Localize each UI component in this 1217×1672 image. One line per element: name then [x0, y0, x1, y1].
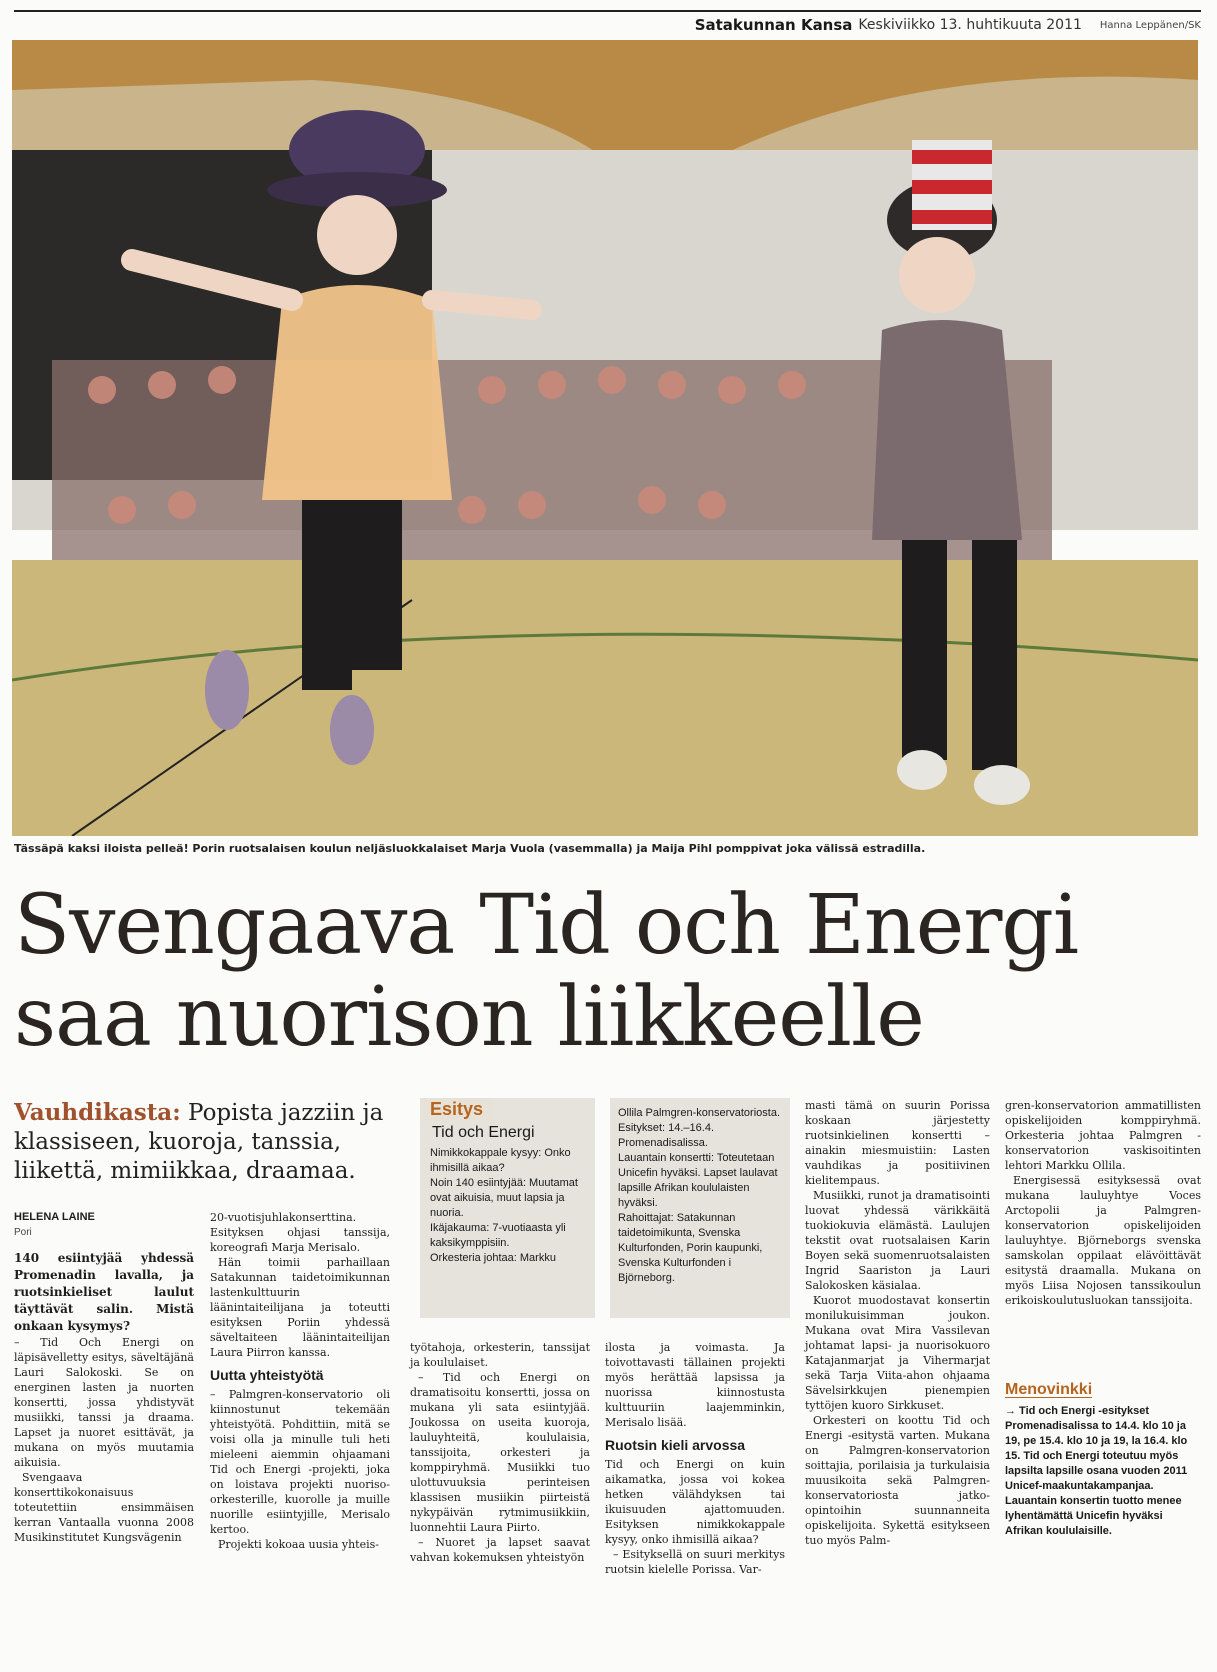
- info-line: Noin 140 esiintyjää: Muutamat ovat aikuisia, muut lapsia ja nuoria.: [430, 1177, 578, 1219]
- info-line: Esitykset: 14.–16.4. Promenadisalissa.: [618, 1122, 714, 1149]
- paragraph: Svengaava konserttikokonaisuus toteutettiin ensimmäisen kerran Vantaalla vuonna 2008 Musikinstitutet Kungsvägenin: [14, 1471, 194, 1544]
- issue-date: Keskiviikko 13. huhtikuuta 2011: [858, 17, 1082, 33]
- lead-text: Popista jazziin ja klassiseen, kuoroja, tanssia, liikettä, mimiikkaa, draamaa.: [14, 1100, 384, 1184]
- article-column-3: [410, 1340, 590, 1565]
- dancers-photo-illustration: [12, 40, 1198, 836]
- info-line: Ikäjakauma: 7-vuotiaasta yli kaksikymppisiin.: [430, 1222, 566, 1249]
- paragraph: – Nuoret ja lapset saavat vahvan kokemuksen yhteistyön: [410, 1536, 590, 1564]
- masthead: [14, 10, 1201, 38]
- paragraph: masti tämä on suurin Porissa koskaan järjestetty ruotsinkielinen konsertti – ainakin miesmuistiin: Lasten vauhdikas ja positiivinen kielitempaus.: [805, 1099, 990, 1187]
- paragraph: Energisessä esityksessä ovat mukana lauluyhtye Voces Arctopolii ja Palmgren-konservatorion opiskelijoiden lauluyhtye. Björneborgs svenska samskolan oppilaat elävöittävät esitystä draamalla. Mukana on myös Liisa Nojosen tanssikoulun erikoiskoulutusluokan tanssijoita.: [1005, 1174, 1201, 1307]
- info-box-continued: [610, 1098, 790, 1318]
- menovinkki-box: [1005, 1382, 1201, 1539]
- paragraph: Kuorot muodostavat konsertin monilukuisimman joukon. Mukana ovat Mira Vassilevan johtamat lapsi- ja nuorisokuoro Katajanmarjat ja Vihermarjat sekä Tarja Viita-ahon ohjaama Sävelsirkkujen pienempien tyttöjen kuoro Sirkkuset.: [805, 1294, 990, 1412]
- info-line: Nimikkokappale kysyy: Onko ihmisillä aikaa?: [430, 1147, 571, 1174]
- article-photo: [12, 40, 1198, 836]
- paper-name: Satakunnan Kansa: [694, 16, 853, 34]
- paragraph: 20-vuotisjuhlakonserttina. Esityksen ohjasi tanssija, koreografi Marja Merisalo.: [210, 1211, 390, 1254]
- article-column-4: [605, 1340, 785, 1577]
- paragraph: – Tid och Energi on dramatisoitu konsertti, jossa on mukana yli sata esiintyjää. Joukossa on useita kuoroja, lauluyhteitä, koululaisia, tanssijoita, orkesteri ja komppiryhmä. Musiikki tuo ulottuvuuksia perinteisen klassisen musiikin piirteistä nykypäivän rytmimusiikkiin, luonnehtii Laura Piirto.: [410, 1371, 590, 1534]
- paragraph: Tid och Energi on kuin aikamatka, jossa voi kokea hetken välähdyksen tai ikuisuuden ajattomuuden. Esityksen nimikkokappale kysyy, onko ihmisillä aikaa?: [605, 1458, 785, 1546]
- subheading: Uutta yhteistyötä: [210, 1367, 324, 1383]
- paragraph: ilosta ja voimasta. Ja toivottavasti tällainen projekti myös herättää lapsissa ja nuorissa kiinnostusta kulttuuriin laajemminkin, Merisalo lisää.: [605, 1341, 785, 1429]
- paragraph: – Esityksellä on suuri merkitys ruotsin kielelle Porissa. Var-: [605, 1548, 785, 1576]
- lead-paragraph: [14, 1098, 414, 1186]
- paragraph: Projekti kokoaa uusia yhteis-: [218, 1538, 379, 1551]
- subheading: Ruotsin kieli arvossa: [605, 1437, 746, 1453]
- paragraph: Orkesteri on koottu Tid och Energi -esitystä varten. Mukana on Palmgren-konservatorion soittajia, porilaisia ja turkulaisia muusikoita sekä Palmgren-konservatoriosta jatko-opintoihin suunnanneita opiskelijoita. Sykettä esitykseen tuo myös Palm-: [805, 1414, 990, 1547]
- article-column-5: [805, 1098, 990, 1548]
- lead-kicker: Vauhdikasta:: [14, 1099, 181, 1126]
- article-column-6: [1005, 1098, 1201, 1308]
- byline: HELENA LAINE: [14, 1211, 95, 1223]
- headline: [14, 880, 1204, 1064]
- paragraph: työtahoja, orkesterin, tanssijat ja koululaiset.: [410, 1341, 590, 1369]
- headline-line-2: saa nuorison liikkeelle: [14, 970, 924, 1065]
- info-box-title: Tid och Energi: [432, 1124, 535, 1141]
- headline-line-1: Svengaava Tid och Energi: [14, 878, 1079, 973]
- menovinkki-text: → Tid och Energi -esitykset Promenadisalissa to 14.4. klo 10 ja 19, pe 15.4. klo 10 ja 19, la 16.4. klo 15. Tid och Energi toteutuu myös lapsilta lapsille osana vuoden 2011 Unicef-maakuntakampanjaa. Lauantain konsertin tuotto menee lyhentämättä Unicefin hyväksi Afrikan koululaisille.: [1005, 1405, 1188, 1537]
- info-box: [420, 1098, 595, 1318]
- info-line: Rahoittajat: Satakunnan taidetoimikunta, Svenska Kulturfonden, Porin kaupunki, Svenska Kulturfonden i Björneborg.: [618, 1212, 763, 1284]
- dateline-place: Pori: [14, 1227, 32, 1238]
- info-line: Ollila Palmgren-konservatoriosta.: [618, 1107, 781, 1119]
- photo-credit: Hanna Leppänen/SK: [1099, 19, 1201, 31]
- article-column-2: [210, 1210, 390, 1552]
- paragraph: Musiikki, runot ja dramatisointi luovat yhdessä värikkäitä tuokiokuvia elämästä. Laulujen tekstit ovat ruotsalaisen Karin Boyen sekä suomenruotsalaisten Ingrid Saariston ja Lauri Salokosken käsialaa.: [805, 1189, 990, 1292]
- info-line: Orkesteria johtaa: Markku: [430, 1252, 556, 1264]
- paragraph: Hän toimii parhaillaan Satakunnan taidetoimikunnan lastenkulttuurin läänintaiteilijana ja toteutti esityksen Poriin yhdessä säveltaiteen läänintaiteilijan Laura Piirron kanssa.: [210, 1256, 390, 1359]
- paragraph: gren-konservatorion ammatillisten opiskelijoiden komppiryhmä. Orkesteria johtaa Palmgren -konservatorion vaskisoitinten lehtori Markku Ollila.: [1005, 1099, 1201, 1172]
- info-line: Lauantain konsertti: Toteutetaan Unicefin hyväksi. Lapset laulavat lapsille Afrikan koululaisten hyväksi.: [618, 1152, 778, 1209]
- info-box-tag: Esitys: [420, 1098, 493, 1121]
- article-column-1: [14, 1210, 194, 1545]
- paragraph: – Tid Och Energi on läpisävelletty esitys, säveltäjänä Lauri Salokoski. Se on energinen lasten ja nuorten konsertti, jossa yhdistyvät musiikki, tanssi ja draama. Lapset ja nuoret esittävät, ja mukana on myös muutamia aikuisia.: [14, 1336, 194, 1469]
- article-intro: 140 esiintyjää yhdessä Promenadin lavalla, ja ruotsinkieliset laulut täyttävät salin. Mistä onkaan kysymys?: [14, 1251, 194, 1333]
- paragraph: – Palmgren-konservatorio oli kiinnostunut tekemään yhteistyötä. Pohdittiin, mitä se voisi olla ja minulle tuli heti mieleeni aiemmin ohjaamani Tid och Energi -projekti, joka on loistava projekti nuoriso-orkesterille, kuorolle ja muille nuorille esiintyjille, Merisalo kertoo.: [210, 1388, 390, 1536]
- menovinkki-tag: Menovinkki: [1005, 1381, 1093, 1398]
- photo-caption: Tässäpä kaksi iloista pelleä! Porin ruotsalaisen koulun neljäsluokkalaiset Marja Vuola (vasemmalla) ja Maija Pihl pomppivat joka välissä estradilla.: [14, 842, 926, 855]
